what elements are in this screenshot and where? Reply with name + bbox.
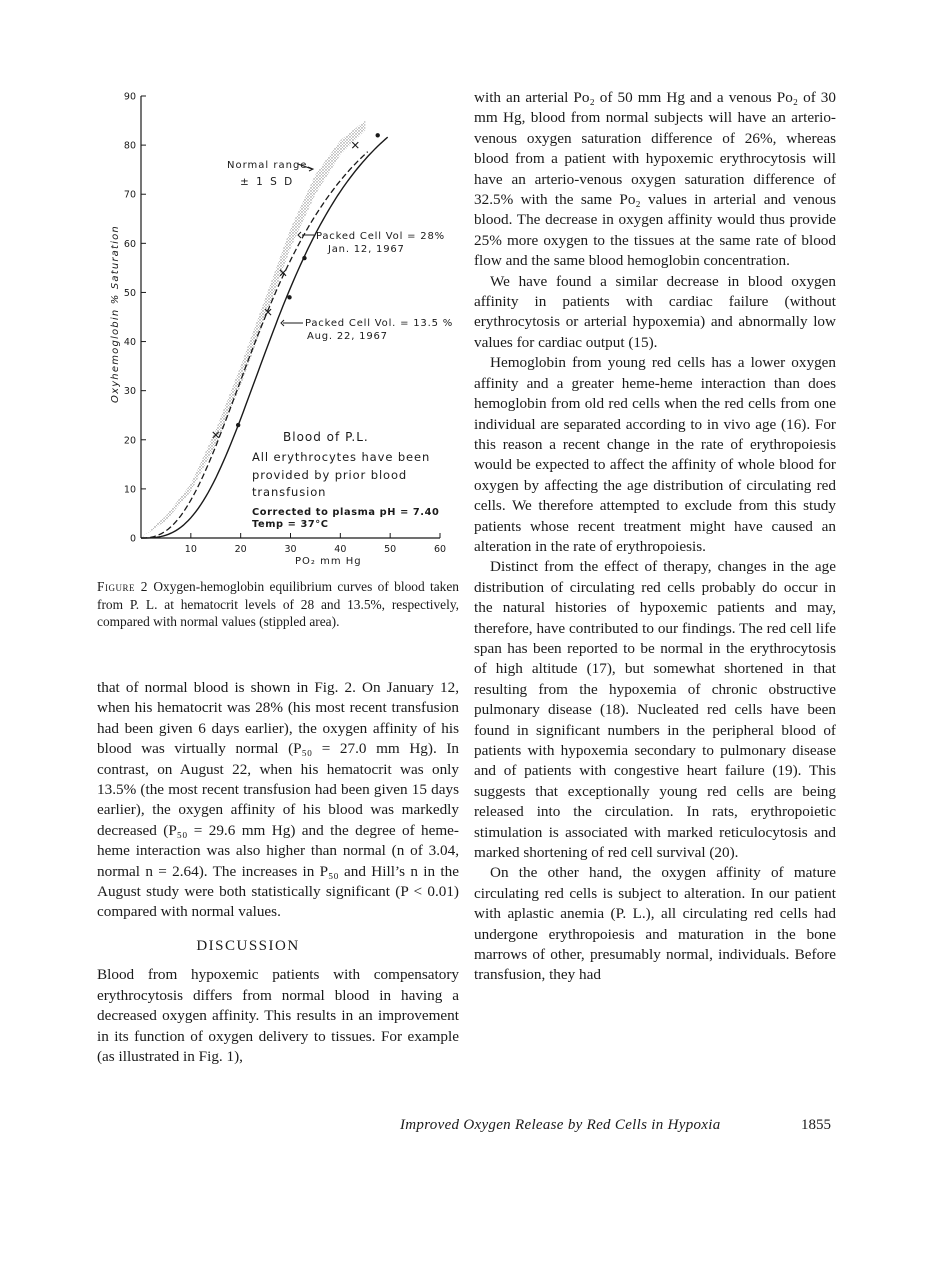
blood-title-label: Blood of P.L. <box>283 430 369 444</box>
caption-label: Figure 2 <box>97 579 148 594</box>
svg-text:50: 50 <box>384 544 397 555</box>
right-paragraph-2: We have found a similar decrease in blood oxygen affinity in patients with cardiac failure (without erythrocytosis or arterial hypoxemia) and abnormally low values for cardiac output (15). <box>474 272 836 351</box>
blood-note-line1: All erythrocytes have been <box>252 450 431 464</box>
right-paragraph-1: with an arterial Po₂ of 50 mm Hg and a venous Po₂ of 30 mm Hg, blood from normal subjects will have an arterio-venous oxygen saturation difference of 26%, whereas blood from a patient with hypoxemic erythrocytosis will have an arterio-venous oxygen saturation difference of 32.5% with the same Po₂ values in arterial and venous blood. The decrease in oxygen affinity would thus provide 25% more oxygen to the tissues at the same rate of blood flow and the same blood hemoglobin concentration. <box>474 89 836 270</box>
blood-note-line3: transfusion <box>252 485 327 499</box>
figure-2-chart <box>100 85 465 570</box>
right-paragraph-4: Distinct from the effect of therapy, changes in the age distribution of circulating red cells probably do occur in the natural histories of hypoxemic patients and may, therefore, have contributed to our findings. The red cell life span has been reported to be normal in the erythrocytosis of high altitude (17), but somewhat shortened in that resulting from the hypoxemia of chronic obstructive pulmonary disease (18). Nucleated red cells have been found in significant numbers in the peripheral blood of patients with hypoxemia secondary to pulmonary disease and of patients with congestive heart failure (19). This suggests that exceptionally young red cells are being released into the circulation. In rats, erythropoietic stimulation is associated with marked reticulocytosis and marked shortening of red cell survival (20). <box>474 558 836 862</box>
svg-text:30: 30 <box>284 544 297 555</box>
left-column <box>97 678 459 1067</box>
svg-text:10: 10 <box>123 484 136 496</box>
right-paragraph-5: On the other hand, the oxygen affinity of mature circulating red cells is subject to alteration. In our patient with aplastic anemia (P. L.), all circulating red cells had undergone erythropoiesis and maturation in the bone marrows of other, presumably normal, individuals. Before transfusion, they had <box>474 864 836 984</box>
svg-text:60: 60 <box>433 544 447 555</box>
pcv28-label: Packed Cell Vol = 28% <box>316 231 445 242</box>
svg-text:20: 20 <box>234 544 247 555</box>
svg-text:40: 40 <box>123 337 136 349</box>
right-column <box>474 88 836 986</box>
y-axis-label: Oxyhemoglobin % Saturation <box>110 225 121 403</box>
results-paragraph: that of normal blood is shown in Fig. 2. On January 12, when his hematocrit was 28% (his most recent transfusion had been given 6 days earlier), the oxygen affinity of his blood was virtually normal (P₅₀ = 27.0 mm Hg). In contrast, on August 22, when his hematocrit was only 13.5% (the most recent transfusion had been given 15 days earlier), the oxygen affinity of his blood was markedly decreased (P₅₀ = 29.6 mm Hg) and the degree of heme-heme interaction was also higher than normal (n of 3.04, normal n = 2.64). The increases in P₅₀ and Hill’s n in the August study were both statistically significant (P < 0.01) compared with normal values. <box>97 679 459 921</box>
figure-caption <box>97 578 459 631</box>
normal-range-label: Normal range <box>227 160 308 171</box>
caption-text: Oxygen-hemoglobin equilibrium curves of blood taken from P. L. at hematocrit levels of 28 and 13.5%, respectively, compared with normal values (stippled area). <box>97 579 459 630</box>
corrected-ph-label: Corrected to plasma pH = 7.40 <box>252 507 440 518</box>
svg-text:30: 30 <box>123 386 136 398</box>
svg-text:70: 70 <box>123 189 136 201</box>
right-paragraph-3: Hemoglobin from young red cells has a lower oxygen affinity and a greater heme-heme interaction than does hemoglobin from old red cells when the red cells from one individual are separated according to in vivo age (16). For this reason a recent change in the rate of erythropoiesis would be expected to affect the affinity of whole blood for oxygen by affecting the age distribution of circulating red cells. We therefore attempted to exclude from this study patients whose recent treatment might have caused an alteration in the rate of erythropoiesis. <box>474 354 836 555</box>
chart-annotations <box>227 160 453 530</box>
blood-note-line2: provided by prior blood <box>252 468 408 482</box>
svg-text:60: 60 <box>123 238 136 250</box>
discussion-paragraph: Blood from hypoxemic patients with compensatory erythrocytosis differs from normal blood in having a decreased oxygen affinity. This results in an improvement in its function of oxygen delivery to tissues. For example (as illustrated in Fig. 1), <box>97 966 459 1065</box>
temperature-label: Temp = 37°C <box>252 519 329 530</box>
svg-text:40: 40 <box>334 544 347 555</box>
pcv135-label: Packed Cell Vol. = 13.5 % <box>305 318 454 329</box>
svg-text:0: 0 <box>129 533 136 545</box>
running-title: Improved Oxygen Release by Red Cells in Hypoxia <box>400 1117 721 1133</box>
discussion-heading: DISCUSSION <box>196 937 300 954</box>
x-axis-label: PO₂ mm Hg <box>295 556 362 567</box>
svg-text:80: 80 <box>123 140 136 152</box>
oxygen-hemoglobin-chart <box>100 85 465 570</box>
page-number: 1855 <box>801 1117 831 1133</box>
normal-range-sd-label: ± 1 S D <box>240 176 295 188</box>
svg-text:90: 90 <box>123 91 136 103</box>
pcv135-date-label: Aug. 22, 1967 <box>307 331 388 342</box>
svg-text:20: 20 <box>123 435 136 447</box>
pcv28-date-label: Jan. 12, 1967 <box>328 244 405 255</box>
svg-text:10: 10 <box>184 544 197 555</box>
svg-text:50: 50 <box>123 287 136 299</box>
